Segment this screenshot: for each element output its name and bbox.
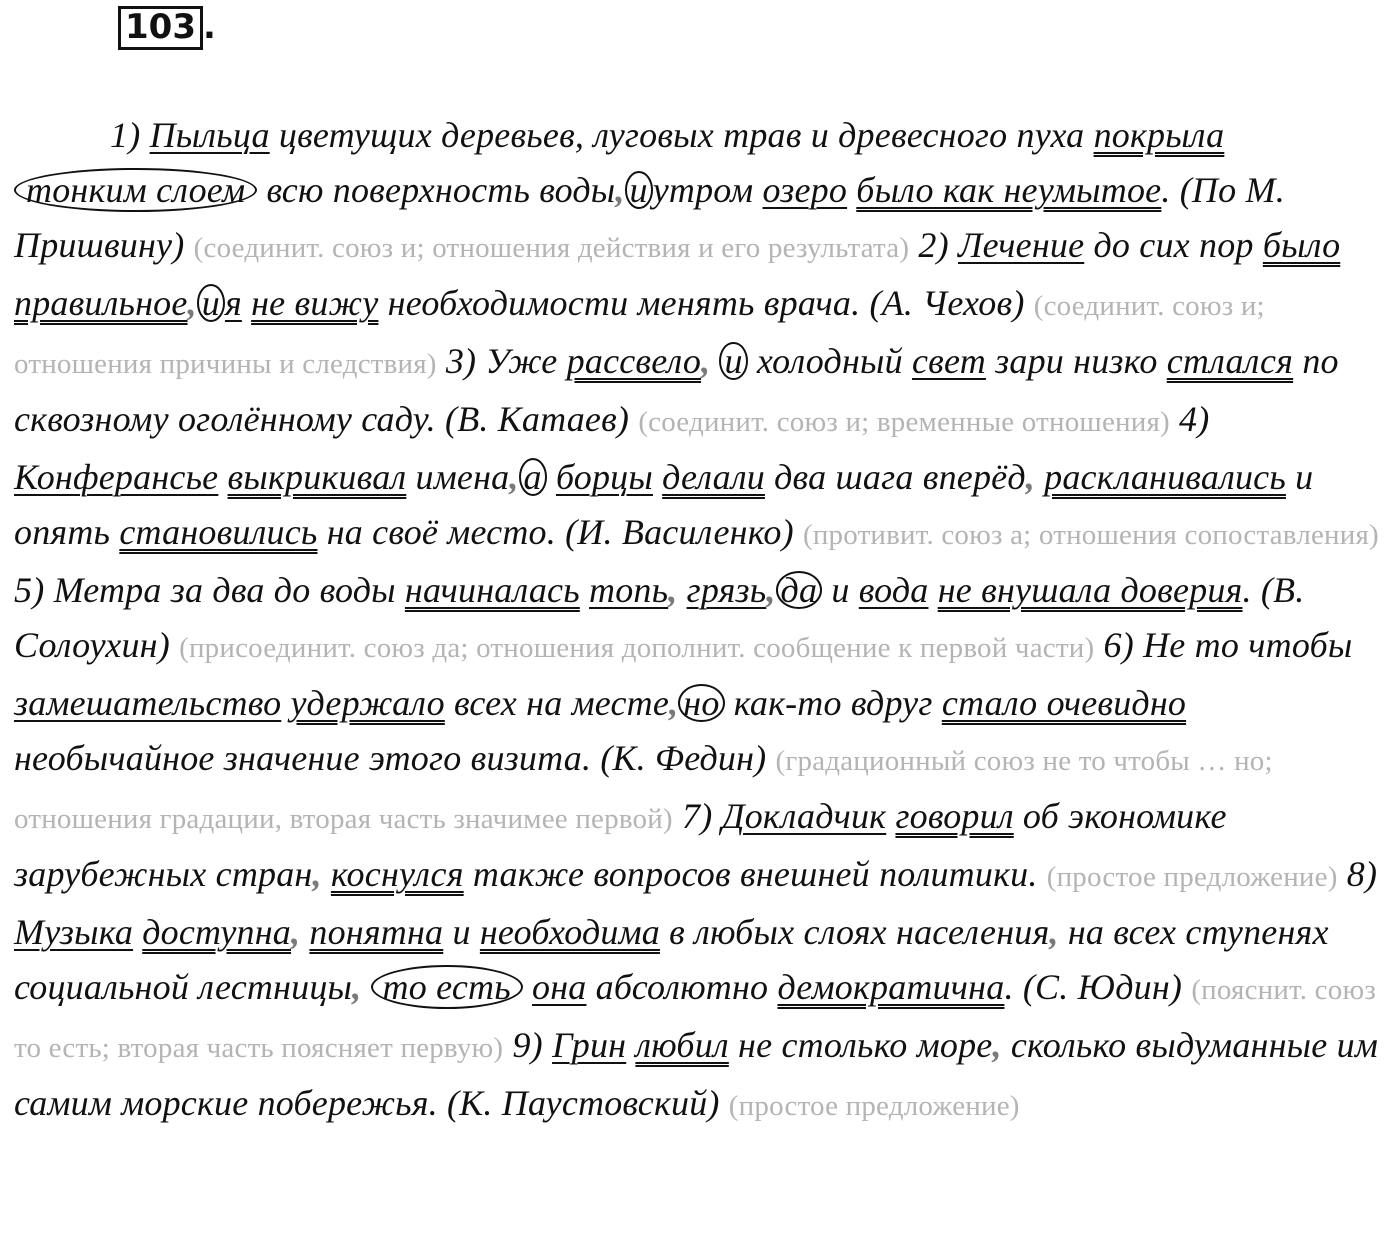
grammar-comment: (присоединит. союз да; отношения дополнит. сообщение к первой части) [179, 632, 1095, 664]
predicate: раскланивались [1044, 457, 1286, 497]
text-fragment [242, 283, 251, 323]
predicate: любил [635, 1025, 729, 1065]
predicate: было правильное [14, 225, 1341, 323]
text-fragment: и [443, 912, 480, 952]
predicate: становились [119, 512, 318, 552]
text-fragment: зари низко [985, 341, 1167, 381]
grammar-comment: (простое предложение) [728, 1090, 1020, 1122]
predicate: покрыла [1093, 115, 1225, 155]
predicate: удержало [290, 683, 445, 723]
predicate: не вижу [251, 283, 379, 323]
grammar-comment: (простое предложение) [1046, 861, 1338, 893]
text-fragment: утром [652, 170, 763, 210]
circled-conjunction: и [197, 284, 225, 322]
comma-mark: , [701, 341, 711, 381]
text-fragment: на своё место. (И. Василенко) [317, 512, 803, 552]
comma-mark: , [669, 683, 679, 723]
predicate: демократична [777, 967, 1005, 1007]
text-fragment: абсолютно [586, 967, 778, 1007]
text-fragment: не столько море [728, 1025, 993, 1065]
text-fragment: два шага вперёд [764, 457, 1026, 497]
text-fragment: 1) [110, 115, 150, 155]
predicate: выкрикивал [227, 457, 407, 497]
grammar-comment: (пояснит. союз то есть; вторая часть поясняет первую) [14, 974, 1376, 1064]
comma-mark: , [615, 170, 625, 210]
comma-mark: , [1025, 457, 1035, 497]
comma-mark: , [352, 967, 362, 1007]
text-fragment: 9) [503, 1025, 553, 1065]
text-fragment [133, 912, 142, 952]
circled-phrase: тонким слоем [14, 168, 257, 212]
exercise-number [118, 6, 216, 50]
text-fragment: 4) [1169, 399, 1210, 439]
predicate: понятна [309, 912, 444, 952]
text-fragment: 5) Метра за два до воды [14, 570, 405, 610]
grammar-comment: (градационный союз не то чтобы … но; отношения градации, вторая часть значимее первой) [14, 745, 1273, 835]
text-fragment: всех на месте [444, 683, 670, 723]
text-fragment: как-то вдруг [724, 683, 942, 723]
text-fragment: цветущих деревьев, луговых трав и древесного пуха [269, 115, 1094, 155]
subject: грязь [686, 570, 767, 610]
subject: замешательство [14, 683, 282, 723]
subject: она [532, 967, 587, 1007]
predicate: доступна [142, 912, 291, 952]
text-fragment: 7) [672, 796, 722, 836]
exercise-text [14, 108, 1394, 1134]
text-fragment [928, 570, 937, 610]
comma-mark: , [668, 570, 678, 610]
text-fragment: в любых слоях населения [659, 912, 1050, 952]
comma-mark: , [312, 854, 322, 894]
text-fragment: всю поверхность воды [257, 170, 616, 210]
text-fragment: и опять [14, 457, 1314, 552]
subject: Грин [552, 1025, 627, 1065]
text-fragment [653, 457, 662, 497]
circled-conjunction: но [678, 684, 724, 722]
predicate: было как неумытое [856, 170, 1162, 210]
exercise-number-box: 103 [118, 6, 203, 50]
text-fragment: до сих пор [1084, 225, 1263, 265]
text-fragment: 3) Уже [436, 341, 567, 381]
circled-conjunction: то есть [371, 965, 523, 1009]
comma-mark: , [766, 570, 776, 610]
subject: вода [858, 570, 929, 610]
circled-conjunction: а [519, 458, 547, 496]
circled-conjunction: и [719, 342, 747, 380]
text-fragment [218, 457, 227, 497]
text-fragment: об экономике зарубежных стран [14, 796, 1227, 894]
circled-conjunction: да [776, 571, 823, 609]
grammar-comment: (соединит. союз и; отношения действия и его результата) [193, 232, 910, 264]
text-fragment: по сквозному оголённому саду. (В. Катаев) [14, 341, 1339, 439]
subject: Лечение [957, 225, 1085, 265]
text-fragment: также вопросов внешней политики. [463, 854, 1047, 894]
subject: Пыльца [149, 115, 270, 155]
exercise-number-dot: . [202, 7, 216, 47]
predicate: стало очевидно [941, 683, 1187, 723]
text-fragment: холодный [747, 341, 912, 381]
subject: топь [589, 570, 669, 610]
subject: свет [912, 341, 986, 381]
subject: озеро [762, 170, 848, 210]
subject: Музыка [14, 912, 134, 952]
text-fragment [677, 570, 686, 610]
text-fragment: необходимости менять врача. (А. Чехов) [378, 283, 1034, 323]
comma-mark: , [992, 1025, 1002, 1065]
text-fragment: на всех ступенях социальной лестницы [14, 912, 1329, 1007]
comma-mark: , [187, 283, 197, 323]
subject: Конферансье [14, 457, 219, 497]
text-fragment [847, 170, 856, 210]
comma-mark: , [291, 912, 301, 952]
grammar-comment: (противит. союз а; отношения сопоставления) [802, 519, 1379, 551]
text-fragment [322, 854, 331, 894]
grammar-comment: (соединит. союз и; временные отношения) [638, 406, 1170, 438]
comma-mark: , [1049, 912, 1059, 952]
text-fragment [580, 570, 589, 610]
text-fragment: и [822, 570, 859, 610]
predicate: говорил [895, 796, 1014, 836]
text-fragment: имена [406, 457, 510, 497]
text-fragment: необычайное значение этого визита. (К. Федин) [14, 738, 776, 778]
predicate: коснулся [330, 854, 464, 894]
subject: Докладчик [721, 796, 887, 836]
text-fragment [547, 457, 556, 497]
predicate: стлался [1166, 341, 1294, 381]
predicate: начиналась [404, 570, 580, 610]
predicate: делали [662, 457, 765, 497]
subject: я [224, 283, 242, 323]
text-fragment: 8) [1337, 854, 1378, 894]
comma-mark: , [509, 457, 519, 497]
text-fragment: 6) Не то чтобы [1094, 625, 1353, 665]
text-fragment: 2) [909, 225, 958, 265]
predicate: не внушала доверия [937, 570, 1243, 610]
text-fragment: . (С. Юдин) [1004, 967, 1192, 1007]
grammar-comment: (соединит. союз и; отношения причины и следствия) [14, 290, 1265, 380]
predicate: необходима [479, 912, 660, 952]
circled-conjunction: и [625, 171, 653, 209]
text-fragment: . (По М. Пришвину) [14, 170, 1285, 265]
predicate: рассвело [566, 341, 702, 381]
text-fragment: . (В. Солоухин) [14, 570, 1305, 665]
text-fragment [1035, 457, 1044, 497]
subject: борцы [555, 457, 653, 497]
text-fragment: сколько выдуманные им самим морские побережья. (К. Паустовский) [14, 1025, 1379, 1123]
